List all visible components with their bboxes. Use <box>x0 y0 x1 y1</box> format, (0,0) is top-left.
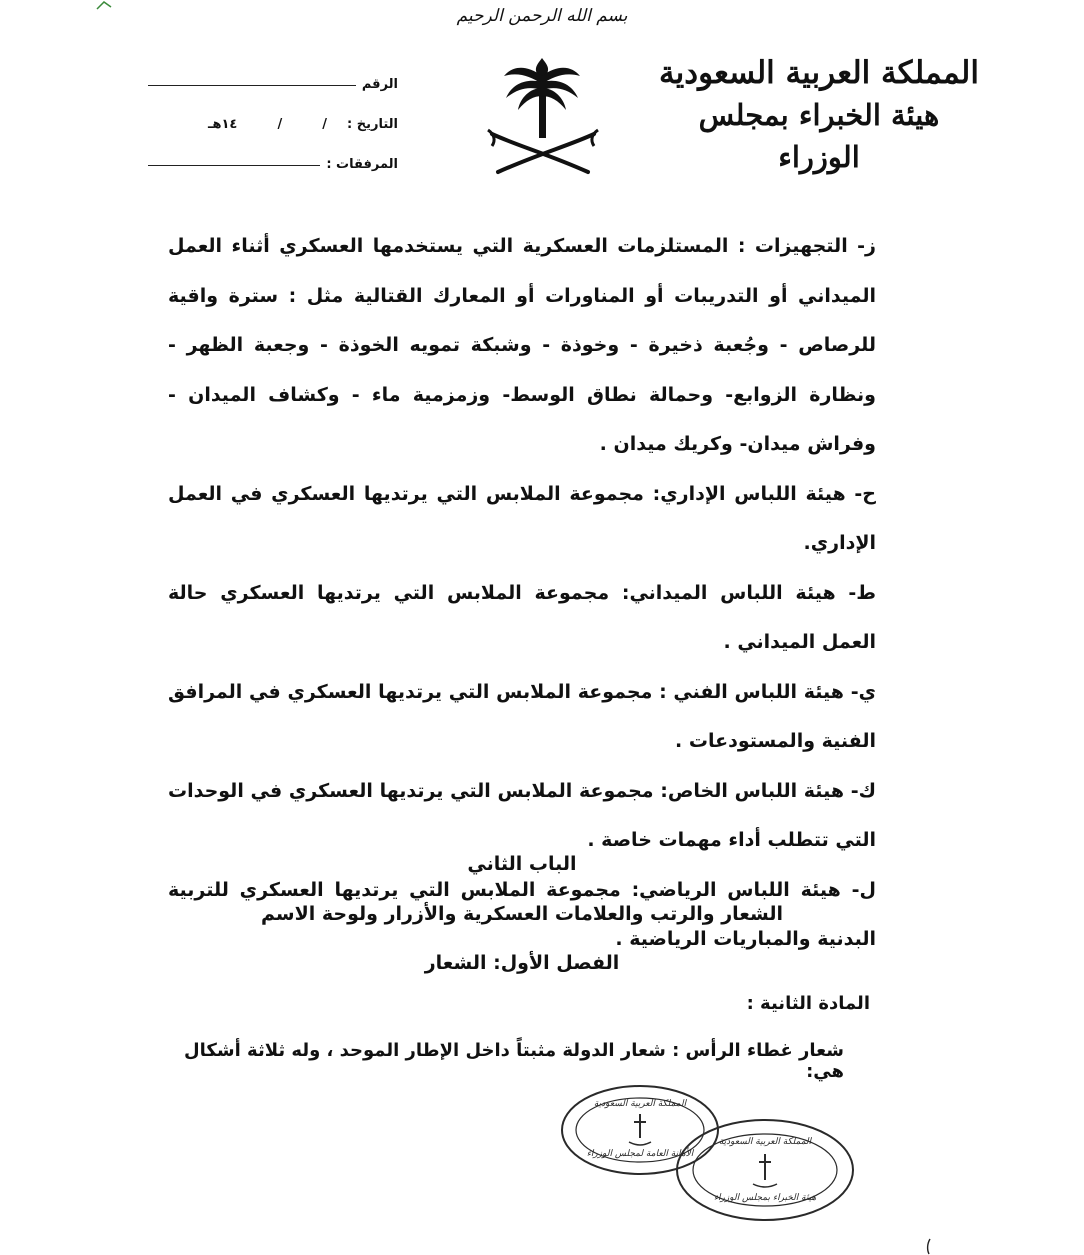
paragraph-y: ي- هيئة اللباس الفني : مجموعة الملابس التي يرتديها العسكري في المرافق الفنية والمستودعات . <box>168 680 876 752</box>
number-row <box>148 52 398 92</box>
stamp2-line2: هيئة الخبراء بمجلس الوزراء <box>713 1193 817 1203</box>
paragraph-z: ز- التجهيزات : المستلزمات العسكرية التي يستخدمها العسكري أثناء العمل الميداني أو التدريبات أو المناورات أو المعارك القتالية مثل : سترة واقية للرصاص - وجُعبة ذخيرة - وخوذة - وشبكة تمويه الخوذة - وجعبة الظهر - ونظارة الزوابع- وحمالة نطاق الوسط- وزمزمية ماء - وكشاف الميدان - وفراش ميدان- وكريك ميدان . <box>168 235 876 455</box>
attachments-label: المرفقات : <box>326 157 398 172</box>
stamp2-line1: المملكة العربية السعودية <box>718 1137 812 1147</box>
basmala: بسم الله الرحمن الرحيم <box>456 6 628 26</box>
date-suffix: ١٤هـ <box>208 117 238 132</box>
paragraph-h: ح- هيئة اللباس الإداري: مجموعة الملابس التي يرتديها العسكري في العمل الإداري. <box>168 482 876 554</box>
attachments-row <box>148 132 398 172</box>
number-label: الرقم <box>361 77 398 92</box>
attachments-field-line <box>148 157 320 166</box>
date-sep: / <box>322 117 328 132</box>
letterhead <box>654 52 984 178</box>
date-sep: / <box>277 117 283 132</box>
date-row <box>148 92 398 132</box>
chapter-heading: الباب الثاني <box>467 853 577 875</box>
date-field <box>148 117 341 132</box>
stamp1-line1: المملكة العربية السعودية <box>593 1099 687 1109</box>
palm-swords-emblem-icon <box>478 50 608 180</box>
paragraph-l: ل- هيئة اللباس الرياضي: مجموعة الملابس التي يرتديها العسكري للتربية البدنية والمباريات الرياضية . <box>168 878 876 950</box>
subchapter-heading: الفصل الأول: الشعار <box>424 952 620 974</box>
paragraph-k: ك- هيئة اللباس الخاص: مجموعة الملابس التي يرتديها العسكري في الوحدات التي تتطلب أداء مهمات خاصة . <box>168 779 876 851</box>
article-text: شعار غطاء الرأس : شعار الدولة مثبتاً داخل الإطار الموحد ، وله ثلاثة أشكال هي: <box>184 1040 844 1082</box>
corner-mark <box>96 0 112 10</box>
paragraph-t: ط- هيئة اللباس الميداني: مجموعة الملابس التي يرتديها العسكري حالة العمل الميداني . <box>168 581 876 653</box>
margin-mark <box>925 1238 933 1255</box>
kingdom-name: المملكة العربية السعودية <box>659 55 979 91</box>
article-label: المادة الثانية : <box>746 993 870 1014</box>
authority-name: هيئة الخبراء بمجلس الوزراء <box>698 98 940 174</box>
date-label: التاريخ : <box>347 117 398 132</box>
stamp1-line2: الأمانة العامة لمجلس الوزراء <box>586 1149 694 1159</box>
chapter-title: الشعار والرتب والعلامات العسكرية والأزرار ولوحة الاسم <box>261 903 783 925</box>
number-field-line <box>148 77 356 86</box>
reference-block <box>148 52 398 172</box>
official-stamps <box>555 1080 865 1230</box>
